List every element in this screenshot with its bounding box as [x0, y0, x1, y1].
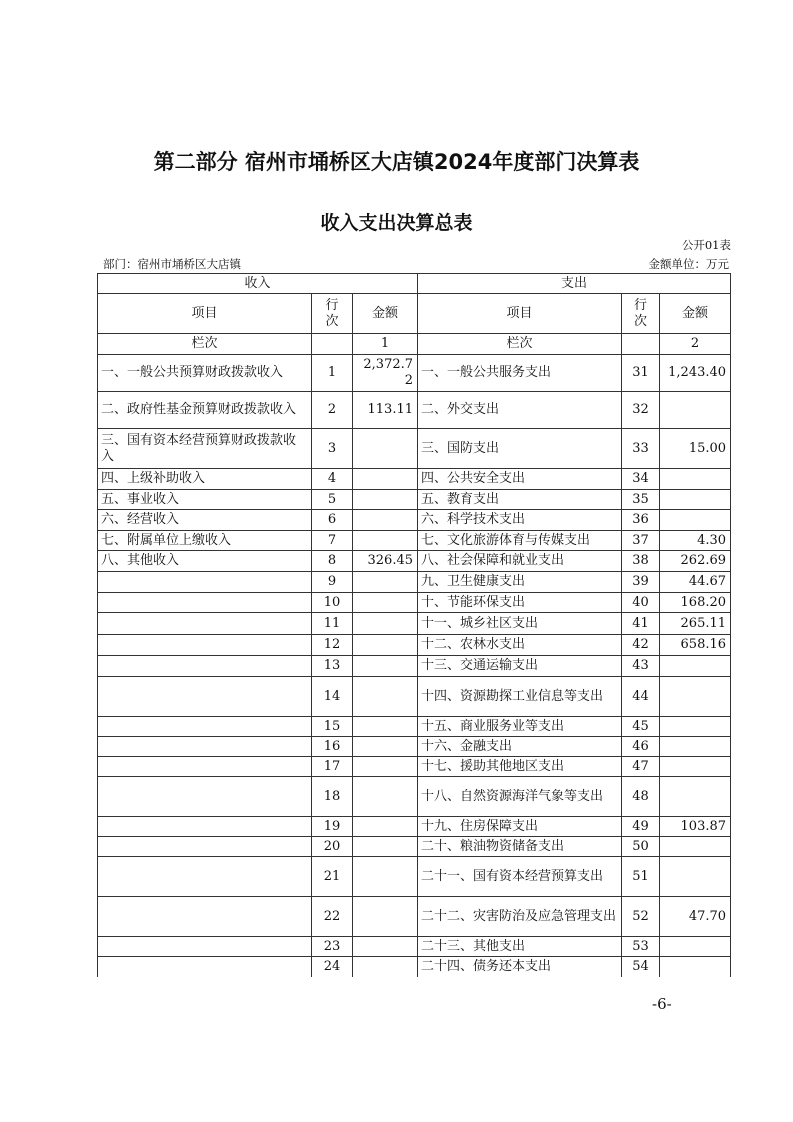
income-item [98, 937, 312, 957]
income-amount [353, 677, 418, 717]
table-row [98, 355, 731, 392]
expense-amount [660, 757, 731, 777]
income-item: 四、上级补助收入 [98, 469, 312, 490]
income-amount [353, 777, 418, 817]
expense-line-number: 44 [622, 677, 660, 717]
income-expense-table [97, 273, 731, 977]
expense-item: 四、公共安全支出 [418, 469, 622, 490]
expense-item: 二、外交支出 [418, 392, 622, 429]
expense-amount: 47.70 [660, 897, 731, 937]
table-row [98, 613, 731, 635]
expense-line-number: 50 [622, 837, 660, 857]
income-item: 二、政府性基金预算财政拨款收入 [98, 392, 312, 429]
expense-line-number: 33 [622, 429, 660, 469]
income-item: 七、附属单位上缴收入 [98, 531, 312, 551]
income-amount [353, 510, 418, 531]
expense-line-number: 52 [622, 897, 660, 937]
income-item [98, 593, 312, 613]
income-amount [353, 490, 418, 510]
table-row [98, 857, 731, 897]
table-row [98, 656, 731, 677]
income-amount-header: 金额 [353, 294, 418, 334]
income-item-header: 项目 [98, 294, 312, 334]
expense-line-number: 54 [622, 957, 660, 977]
expense-item: 十一、城乡社区支出 [418, 613, 622, 635]
table-row [98, 937, 731, 957]
income-line-number: 12 [312, 635, 353, 656]
expense-amount: 168.20 [660, 593, 731, 613]
income-line-number: 17 [312, 757, 353, 777]
expense-item: 一、一般公共服务支出 [418, 355, 622, 392]
expense-item: 七、文化旅游体育与传媒支出 [418, 531, 622, 551]
income-item: 三、国有资本经营预算财政拨款收入 [98, 429, 312, 469]
expense-section-header: 支出 [418, 274, 731, 294]
income-line-number: 7 [312, 531, 353, 551]
expense-amount [660, 656, 731, 677]
income-amount: 2,372.72 [353, 355, 418, 392]
income-amount: 113.11 [353, 392, 418, 429]
expense-item: 十三、交通运输支出 [418, 656, 622, 677]
income-line-number: 6 [312, 510, 353, 531]
table-row [98, 837, 731, 857]
expense-item: 十、节能环保支出 [418, 593, 622, 613]
table-row [98, 737, 731, 757]
expense-line-number: 34 [622, 469, 660, 490]
expense-line-number: 32 [622, 392, 660, 429]
expense-line-header: 行次 [622, 294, 660, 334]
income-amount [353, 613, 418, 635]
expense-item: 五、教育支出 [418, 490, 622, 510]
table-row [98, 817, 731, 837]
income-line-number: 10 [312, 593, 353, 613]
income-line-number: 4 [312, 469, 353, 490]
income-item [98, 613, 312, 635]
expense-line-number: 41 [622, 613, 660, 635]
expense-item: 十二、农林水支出 [418, 635, 622, 656]
expense-amount: 44.67 [660, 572, 731, 593]
expense-item: 十五、商业服务业等支出 [418, 717, 622, 737]
expense-line-number: 43 [622, 656, 660, 677]
table-row [98, 490, 731, 510]
department-label: 部门：宿州市埇桥区大店镇 [103, 257, 241, 271]
amount-unit-label: 金额单位：万元 [648, 257, 729, 271]
expense-item: 十九、住房保障支出 [418, 817, 622, 837]
expense-amount [660, 392, 731, 429]
income-item [98, 737, 312, 757]
income-line-number: 16 [312, 737, 353, 757]
expense-item-header: 项目 [418, 294, 622, 334]
income-item [98, 817, 312, 837]
income-amount [353, 817, 418, 837]
expense-index-line [622, 334, 660, 355]
expense-line-number: 31 [622, 355, 660, 392]
income-item [98, 777, 312, 817]
expense-item: 十八、自然资源海洋气象等支出 [418, 777, 622, 817]
income-item: 一、一般公共预算财政拨款收入 [98, 355, 312, 392]
expense-line-number: 37 [622, 531, 660, 551]
income-amount [353, 837, 418, 857]
income-item [98, 957, 312, 977]
income-amount [353, 531, 418, 551]
expense-line-number: 46 [622, 737, 660, 757]
income-amount [353, 857, 418, 897]
expense-line-number: 35 [622, 490, 660, 510]
expense-amount: 103.87 [660, 817, 731, 837]
table-row [98, 531, 731, 551]
expense-amount [660, 490, 731, 510]
expense-item: 十七、援助其他地区支出 [418, 757, 622, 777]
table-row [98, 392, 731, 429]
expense-item: 十六、金融支出 [418, 737, 622, 757]
section-header-row [98, 274, 731, 294]
table-row [98, 572, 731, 593]
table-row [98, 777, 731, 817]
expense-amount [660, 777, 731, 817]
expense-amount: 1,243.40 [660, 355, 731, 392]
income-item [98, 857, 312, 897]
income-item [98, 897, 312, 937]
expense-item: 二十二、灾害防治及应急管理支出 [418, 897, 622, 937]
income-amount [353, 572, 418, 593]
expense-amount: 658.16 [660, 635, 731, 656]
income-item [98, 757, 312, 777]
expense-item: 二十三、其他支出 [418, 937, 622, 957]
column-index-row [98, 334, 731, 355]
expense-line-number: 39 [622, 572, 660, 593]
income-amount [353, 737, 418, 757]
table-row [98, 957, 731, 977]
income-amount [353, 757, 418, 777]
income-item [98, 635, 312, 656]
income-line-number: 24 [312, 957, 353, 977]
income-amount [353, 937, 418, 957]
expense-line-number: 49 [622, 817, 660, 837]
income-line-number: 22 [312, 897, 353, 937]
expense-amount: 15.00 [660, 429, 731, 469]
income-index-line [312, 334, 353, 355]
income-amount [353, 897, 418, 937]
expense-item: 六、科学技术支出 [418, 510, 622, 531]
table-row [98, 469, 731, 490]
page-title: 第二部分 宿州市埇桥区大店镇2024年度部门决算表 [153, 150, 640, 174]
expense-item: 三、国防支出 [418, 429, 622, 469]
income-item [98, 717, 312, 737]
income-amount [353, 429, 418, 469]
expense-amount [660, 937, 731, 957]
expense-amount [660, 957, 731, 977]
form-number: 公开01表 [681, 238, 731, 252]
income-line-number: 3 [312, 429, 353, 469]
expense-amount [660, 837, 731, 857]
table-row [98, 677, 731, 717]
income-line-number: 9 [312, 572, 353, 593]
expense-amount: 4.30 [660, 531, 731, 551]
table-row [98, 429, 731, 469]
expense-item: 二十四、债务还本支出 [418, 957, 622, 977]
expense-line-number: 40 [622, 593, 660, 613]
income-amount: 326.45 [353, 551, 418, 572]
expense-amount [660, 469, 731, 490]
expense-line-number: 51 [622, 857, 660, 897]
expense-amount [660, 737, 731, 757]
expense-line-number: 38 [622, 551, 660, 572]
income-section-header: 收入 [98, 274, 418, 294]
table-row [98, 510, 731, 531]
expense-amount: 265.11 [660, 613, 731, 635]
expense-line-number: 53 [622, 937, 660, 957]
income-item: 八、其他收入 [98, 551, 312, 572]
expense-item: 二十一、国有资本经营预算支出 [418, 857, 622, 897]
income-line-header: 行次 [312, 294, 353, 334]
expense-amount-header: 金额 [660, 294, 731, 334]
expense-index-number: 2 [660, 334, 731, 355]
expense-item: 十四、资源勘探工业信息等支出 [418, 677, 622, 717]
income-line-number: 8 [312, 551, 353, 572]
income-item: 六、经营收入 [98, 510, 312, 531]
table-row [98, 551, 731, 572]
income-line-number: 23 [312, 937, 353, 957]
income-item [98, 656, 312, 677]
expense-line-number: 36 [622, 510, 660, 531]
expense-amount [660, 857, 731, 897]
table-row [98, 757, 731, 777]
expense-index-label: 栏次 [418, 334, 622, 355]
income-line-number: 18 [312, 777, 353, 817]
income-line-number: 5 [312, 490, 353, 510]
column-header-row [98, 294, 731, 334]
income-line-number: 20 [312, 837, 353, 857]
income-index-number: 1 [353, 334, 418, 355]
table-row [98, 593, 731, 613]
expense-line-number: 45 [622, 717, 660, 737]
expense-item: 九、卫生健康支出 [418, 572, 622, 593]
income-item: 五、事业收入 [98, 490, 312, 510]
expense-line-number: 48 [622, 777, 660, 817]
income-amount [353, 635, 418, 656]
income-line-number: 2 [312, 392, 353, 429]
expense-line-number: 47 [622, 757, 660, 777]
income-amount [353, 957, 418, 977]
income-line-number: 21 [312, 857, 353, 897]
income-line-number: 19 [312, 817, 353, 837]
expense-line-number: 42 [622, 635, 660, 656]
income-index-label: 栏次 [98, 334, 312, 355]
expense-amount: 262.69 [660, 551, 731, 572]
income-item [98, 837, 312, 857]
income-amount [353, 656, 418, 677]
income-line-number: 11 [312, 613, 353, 635]
expense-amount [660, 677, 731, 717]
expense-item: 二十、粮油物资储备支出 [418, 837, 622, 857]
income-amount [353, 717, 418, 737]
table-row [98, 897, 731, 937]
page-number: -6- [652, 995, 672, 1013]
expense-amount [660, 717, 731, 737]
income-line-number: 14 [312, 677, 353, 717]
income-amount [353, 593, 418, 613]
income-amount [353, 469, 418, 490]
table-row [98, 717, 731, 737]
income-item [98, 572, 312, 593]
income-line-number: 1 [312, 355, 353, 392]
income-item [98, 677, 312, 717]
table-row [98, 635, 731, 656]
table-title: 收入支出决算总表 [320, 212, 473, 234]
expense-item: 八、社会保障和就业支出 [418, 551, 622, 572]
income-line-number: 13 [312, 656, 353, 677]
expense-amount [660, 510, 731, 531]
income-line-number: 15 [312, 717, 353, 737]
